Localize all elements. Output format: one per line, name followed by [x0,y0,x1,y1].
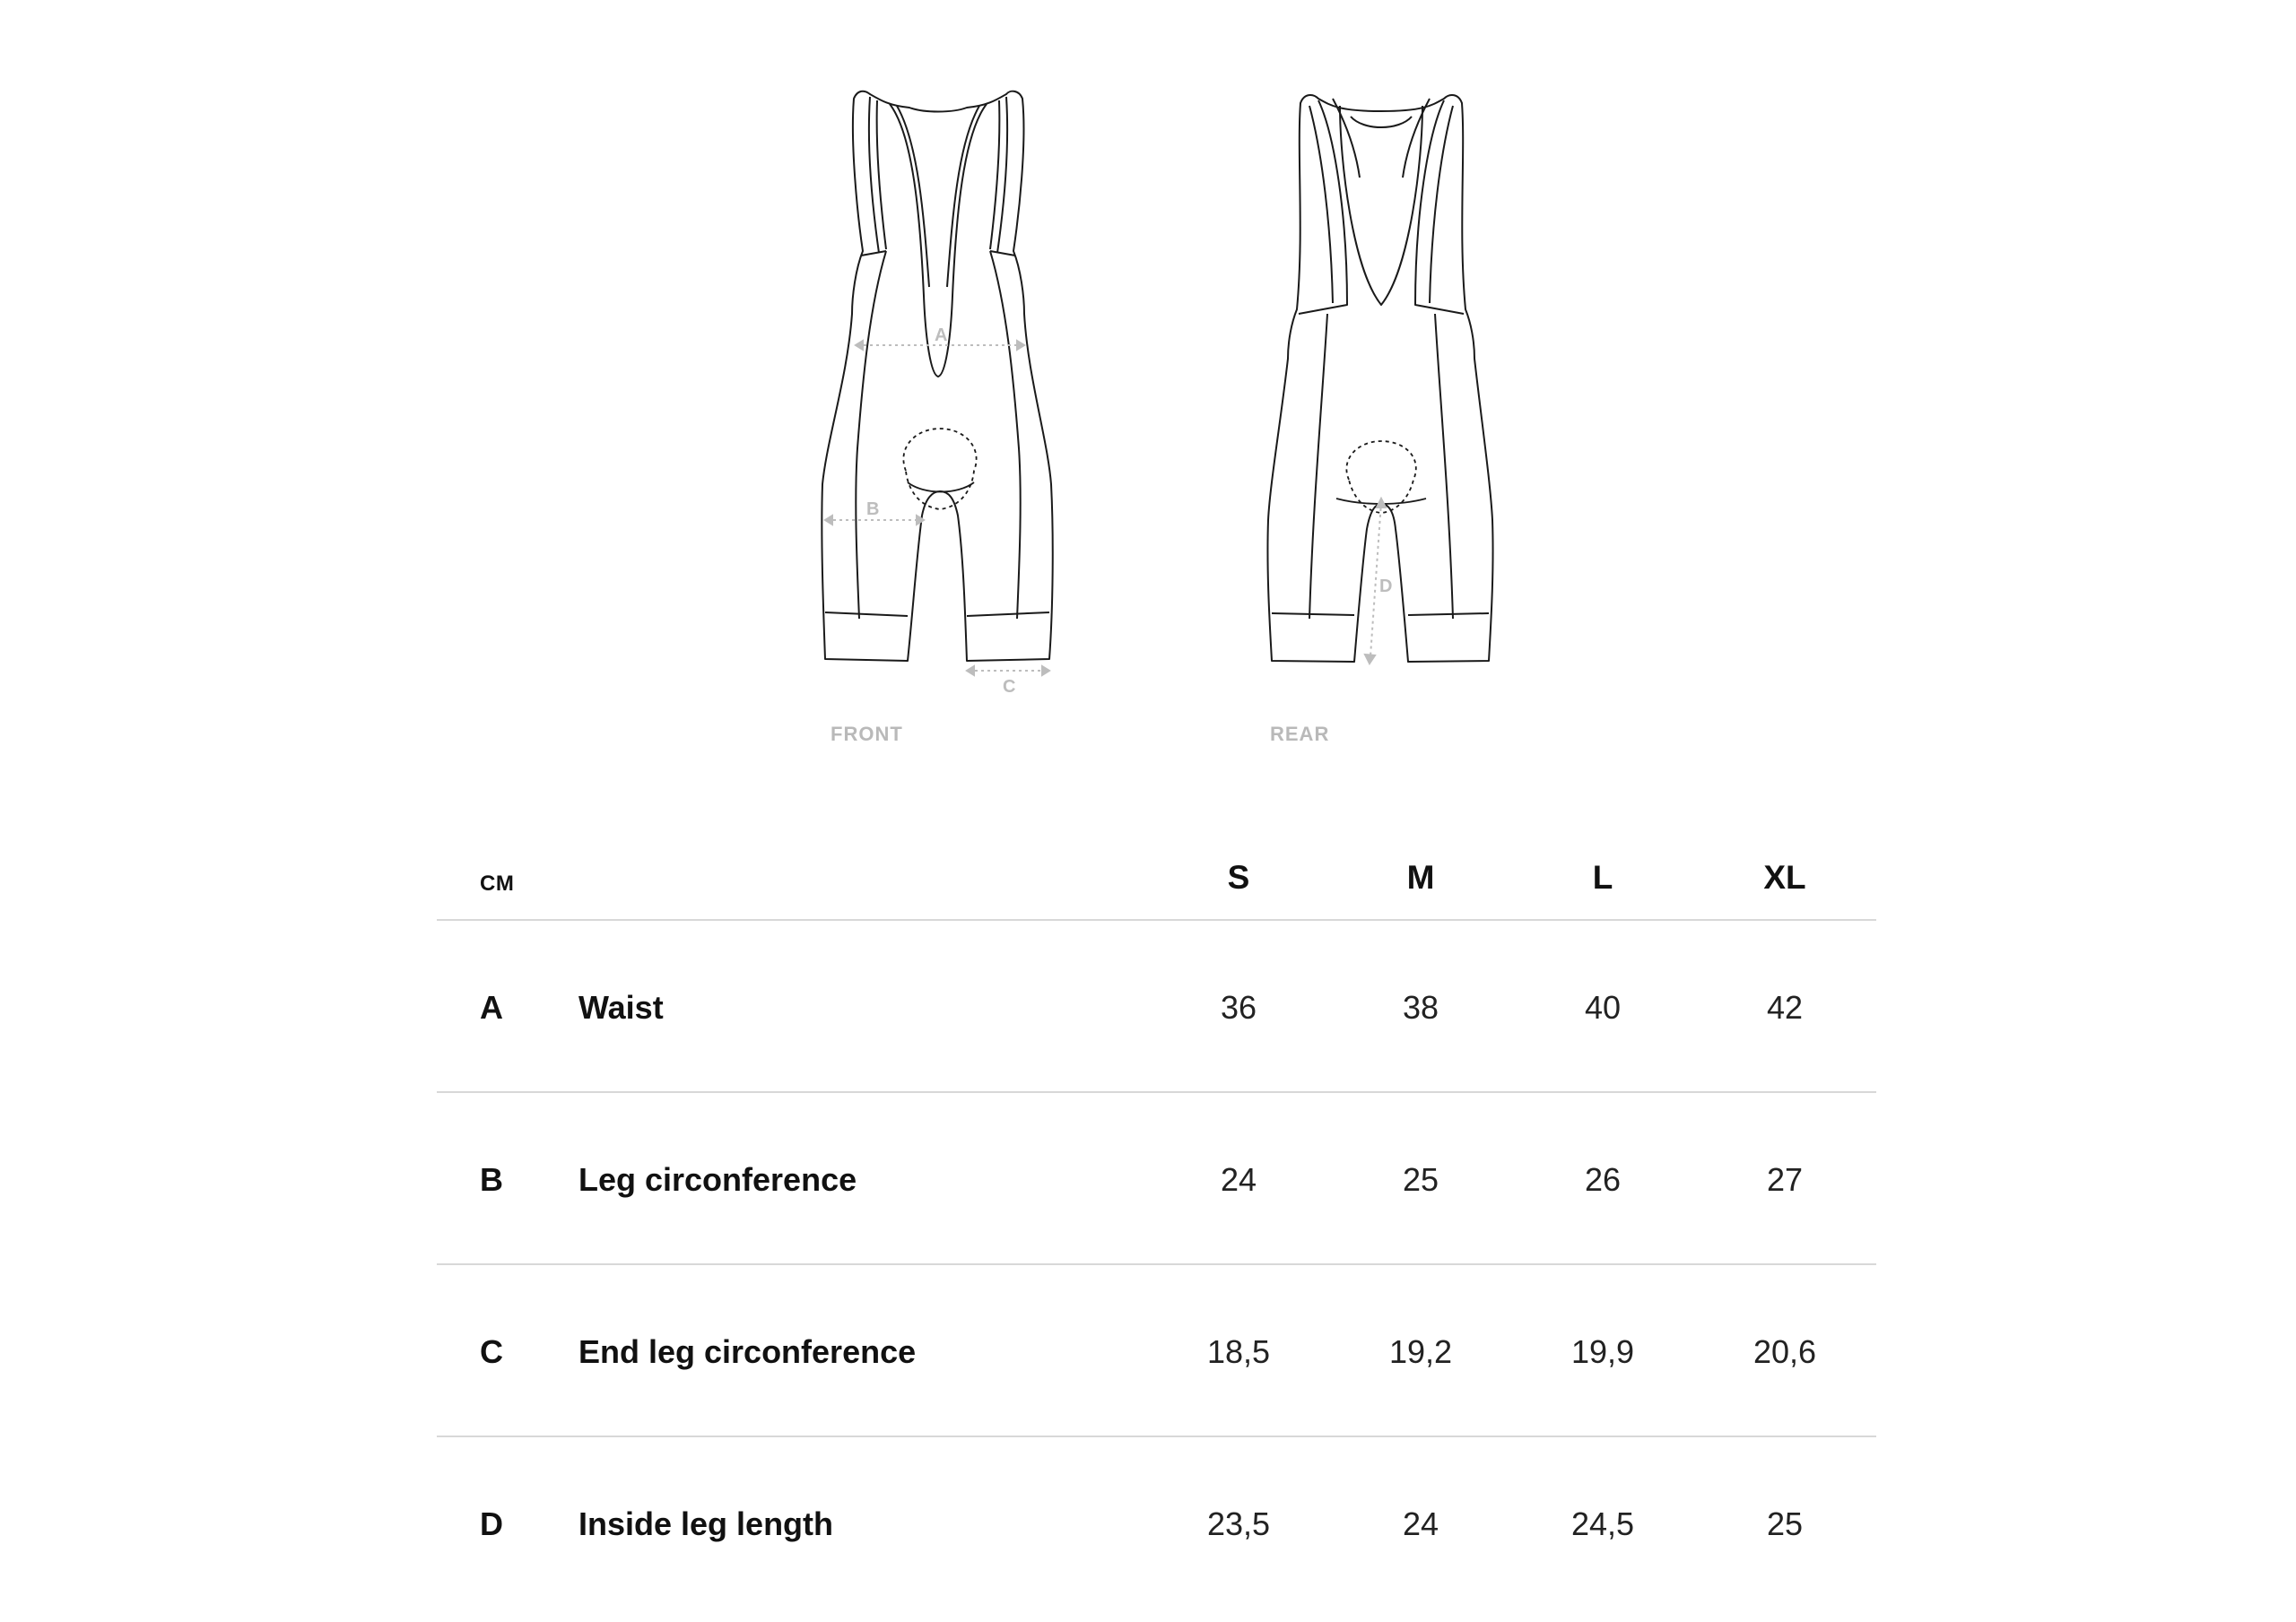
marker-b: B [866,499,880,519]
value-cell: 27 [1766,1161,1804,1198]
rear-diagram [1247,0,1516,745]
table-row-inside-leg-length [437,1437,1876,1608]
measure-code: B [480,1161,503,1198]
measure-code: D [480,1505,503,1542]
measure-name: Inside leg length [578,1505,834,1542]
value-cell: 40 [1584,989,1622,1026]
table-row-leg-circonference [437,1093,1876,1265]
table-row-waist [437,921,1876,1093]
value-cell: 18,5 [1206,1333,1271,1370]
table-header-row [437,843,1876,921]
measure-name: End leg circonference [578,1333,917,1370]
table-row-end-leg-circonference [437,1265,1876,1437]
value-cell: 26 [1584,1161,1622,1198]
value-cell: 24 [1402,1505,1439,1542]
value-cell: 38 [1402,989,1439,1026]
measure-code: A [480,989,503,1026]
value-cell: 19,2 [1388,1333,1453,1370]
front-label: FRONT [831,723,903,745]
rear-label: REAR [1270,723,1330,745]
size-table [437,843,1876,1608]
measure-code: C [480,1333,503,1370]
size-header-xl: XL [1763,859,1806,896]
unit-label: CM [480,872,515,896]
value-cell: 24,5 [1570,1505,1635,1542]
measure-name: Leg circonference [578,1161,857,1198]
front-diagram [807,0,1076,745]
marker-d: D [1379,577,1393,596]
measure-name: Waist [578,989,664,1026]
value-cell: 23,5 [1206,1505,1271,1542]
value-cell: 19,9 [1570,1333,1635,1370]
size-header-l: L [1592,859,1613,896]
size-header-s: S [1227,859,1250,896]
value-cell: 25 [1766,1505,1804,1542]
front-bib-shorts-drawing [807,0,1076,699]
value-cell: 24 [1220,1161,1257,1198]
value-cell: 42 [1766,989,1804,1026]
value-cell: 25 [1402,1161,1439,1198]
marker-c: C [1003,677,1016,697]
value-cell: 36 [1220,989,1257,1026]
size-header-m: M [1406,859,1435,896]
value-cell: 20,6 [1752,1333,1817,1370]
marker-a-front: A [935,325,948,345]
rear-bib-shorts-drawing [1247,0,1516,699]
